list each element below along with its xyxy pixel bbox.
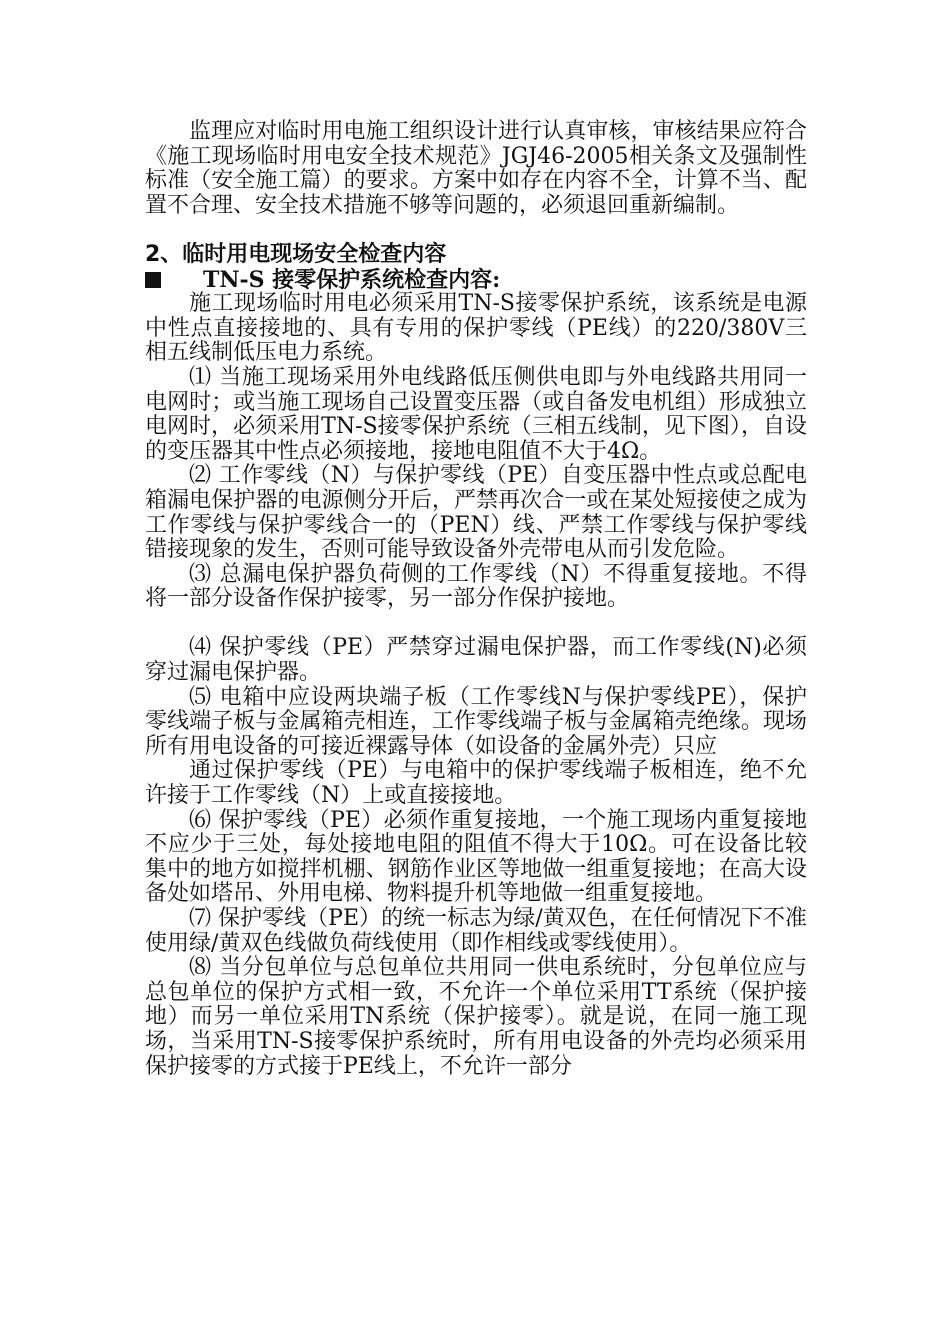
list-item-7: ⑺ 保护零线（PE）的统一标志为绿/黄双色，在任何情况下不准使用绿/黄双色线做负荷线使用（即作相线或零线使用）。 <box>145 906 807 956</box>
list-item-8: ⑻ 当分包单位与总包单位共用同一供电系统时，分包单位应与总包单位的保护方式相一致，不允许一个单位采用TT系统（保护接地）而另一单位采用TN系统（保护接零）。就是说，在同一施工现场，当采用TN-S接零保护系统时，所有用电设备的外壳均必须采用保护接零的方式接于PE线上，不允许一部分 <box>145 955 807 1079</box>
document-body <box>145 120 807 1079</box>
subsection-heading-text: TN-S 接零保护系统检查内容: <box>203 266 501 293</box>
list-item-4: ⑷ 保护零线（PE）严禁穿过漏电保护器，而工作零线(N)必须穿过漏电保护器。 <box>145 635 807 686</box>
list-item-5-continued: 通过保护零线（PE）与电箱中的保护零线端子板相连，绝不允许接于工作零线（N）上或直接接地。 <box>145 758 807 809</box>
intro-paragraph: 监理应对临时用电施工组织设计进行认真审核，审核结果应符合《施工现场临时用电安全技术规范》JGJ46-2005相关条文及强制性标准（安全施工篇）的要求。方案中如存在内容不全，计算不当、配置不合理、安全技术措施不够等问题的，必须退回重新编制。 <box>145 119 807 218</box>
blank-line <box>145 612 807 637</box>
list-item-5: ⑸ 电箱中应设两块端子板（工作零线N与保护零线PE），保护零线端子板与金属箱壳相连，工作零线端子板与金属箱壳绝缘。现场所有用电设备的可接近裸露导体（如设备的金属外壳）只应 <box>145 684 807 759</box>
section-heading: 2、临时用电现场安全检查内容 <box>145 241 447 267</box>
list-item-6: ⑹ 保护零线（PE）必须作重复接地，一个施工现场内重复接地不应少于三处，每处接地电阻的阻值不得大于10Ω。可在设备比较集中的地方如搅拌机棚、钢筋作业区等地做一组重复接地；在高大设备处如塔吊、外用电梯、物料提升机等地做一组重复接地。 <box>145 807 807 907</box>
list-item-1: ⑴ 当施工现场采用外电线路低压侧供电即与外电线路共用同一电网时；或当施工现场自己设置变压器（或自备发电机组）形成独立电网时，必须采用TN-S接零保护系统（三相五线制，见下图），自设的变压器其中性点必须接地，接地电阻值不大于4Ω。 <box>145 364 807 464</box>
blank-line <box>145 218 807 243</box>
square-bullet-icon <box>145 272 161 288</box>
subsection-heading <box>145 268 807 293</box>
list-item-2: ⑵ 工作零线（N）与保护零线（PE）自变压器中性点或总配电箱漏电保护器的电源侧分开后，严禁再次合一或在某处短接使之成为工作零线与保护零线合一的（PEN）线、严禁工作零线与保护零线错接现象的发生，否则可能导致设备外壳带电从而引发危险。 <box>145 463 807 563</box>
system-description-paragraph: 施工现场临时用电必须采用TN-S接零保护系统，该系统是电源中性点直接接地的、具有专用的保护零线（PE线）的220/380V三相五线制低压电力系统。 <box>145 291 807 366</box>
list-item-3: ⑶ 总漏电保护器负荷侧的工作零线（N）不得重复接地。不得将一部分设备作保护接零，另一部分作保护接地。 <box>145 561 807 612</box>
